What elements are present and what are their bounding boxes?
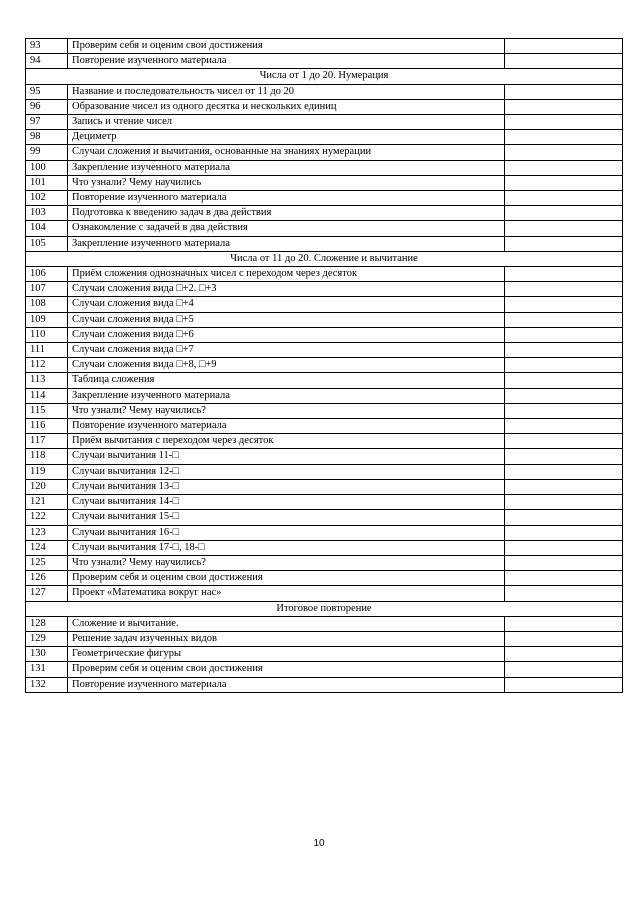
lesson-row (26, 312, 623, 327)
lesson-row (26, 175, 623, 190)
lesson-row (26, 495, 623, 510)
empty-cell (505, 84, 623, 99)
lesson-topic: Приём вычитания с переходом через десяток (68, 434, 505, 449)
empty-cell (505, 206, 623, 221)
empty-cell (505, 479, 623, 494)
lesson-topic: Случаи сложения вида □+8, □+9 (68, 358, 505, 373)
lesson-topic: Подготовка к введению задач в два действия (68, 206, 505, 221)
lesson-topic: Ознакомление с задачей в два действия (68, 221, 505, 236)
lesson-number: 125 (26, 555, 68, 570)
lesson-number: 106 (26, 267, 68, 282)
section-title: Числа от 1 до 20. Нумерация (26, 69, 623, 84)
lesson-number: 95 (26, 84, 68, 99)
empty-cell (505, 221, 623, 236)
lesson-number: 104 (26, 221, 68, 236)
lesson-row (26, 525, 623, 540)
lesson-topic: Случаи вычитания 13-□ (68, 479, 505, 494)
lesson-topic: Повторение изученного материала (68, 419, 505, 434)
lesson-plan-body (26, 39, 623, 693)
lesson-number: 122 (26, 510, 68, 525)
lesson-number: 130 (26, 647, 68, 662)
section-row (26, 251, 623, 266)
lesson-topic: Повторение изученного материала (68, 54, 505, 69)
lesson-row (26, 343, 623, 358)
empty-cell (505, 54, 623, 69)
lesson-row (26, 54, 623, 69)
lesson-topic: Геометрические фигуры (68, 647, 505, 662)
lesson-topic: Случаи сложения вида □+2. □+3 (68, 282, 505, 297)
empty-cell (505, 343, 623, 358)
lesson-number: 123 (26, 525, 68, 540)
lesson-topic: Случаи вычитания 17-□, 18-□ (68, 540, 505, 555)
empty-cell (505, 115, 623, 130)
lesson-row (26, 191, 623, 206)
lesson-number: 131 (26, 662, 68, 677)
lesson-row (26, 403, 623, 418)
lesson-number: 98 (26, 130, 68, 145)
empty-cell (505, 662, 623, 677)
page-number: 10 (313, 838, 325, 849)
empty-cell (505, 540, 623, 555)
lesson-number: 110 (26, 327, 68, 342)
lesson-topic: Закрепление изученного материала (68, 388, 505, 403)
lesson-number: 129 (26, 631, 68, 646)
empty-cell (505, 555, 623, 570)
lesson-topic: Что узнали? Чему научились? (68, 555, 505, 570)
lesson-topic: Проверим себя и оценим свои достижения (68, 39, 505, 54)
lesson-number: 119 (26, 464, 68, 479)
lesson-topic: Название и последовательность чисел от 11 до 20 (68, 84, 505, 99)
lesson-row (26, 540, 623, 555)
lesson-topic: Сложение и вычитание. (68, 616, 505, 631)
lesson-number: 116 (26, 419, 68, 434)
lesson-row (26, 236, 623, 251)
lesson-topic: Что узнали? Чему научились? (68, 403, 505, 418)
lesson-topic: Случаи сложения вида □+5 (68, 312, 505, 327)
lesson-number: 117 (26, 434, 68, 449)
lesson-topic: Запись и чтение чисел (68, 115, 505, 130)
lesson-number: 105 (26, 236, 68, 251)
lesson-row (26, 449, 623, 464)
lesson-row (26, 130, 623, 145)
lesson-number: 97 (26, 115, 68, 130)
empty-cell (505, 510, 623, 525)
lesson-topic: Дециметр (68, 130, 505, 145)
lesson-topic: Проверим себя и оценим свои достижения (68, 571, 505, 586)
empty-cell (505, 403, 623, 418)
empty-cell (505, 297, 623, 312)
empty-cell (505, 160, 623, 175)
lesson-row (26, 677, 623, 692)
lesson-topic: Случаи вычитания 12-□ (68, 464, 505, 479)
lesson-number: 124 (26, 540, 68, 555)
lesson-row (26, 388, 623, 403)
lesson-row (26, 479, 623, 494)
empty-cell (505, 373, 623, 388)
lesson-topic: Таблица сложения (68, 373, 505, 388)
lesson-row (26, 115, 623, 130)
empty-cell (505, 282, 623, 297)
empty-cell (505, 419, 623, 434)
lesson-number: 115 (26, 403, 68, 418)
lesson-number: 107 (26, 282, 68, 297)
lesson-number: 109 (26, 312, 68, 327)
lesson-row (26, 434, 623, 449)
lesson-row (26, 160, 623, 175)
empty-cell (505, 99, 623, 114)
lesson-topic: Случаи вычитания 15-□ (68, 510, 505, 525)
lesson-number: 111 (26, 343, 68, 358)
lesson-number: 96 (26, 99, 68, 114)
empty-cell (505, 388, 623, 403)
lesson-number: 132 (26, 677, 68, 692)
lesson-topic: Образование чисел из одного десятка и нескольких единиц (68, 99, 505, 114)
empty-cell (505, 449, 623, 464)
lesson-topic: Проект «Математика вокруг нас» (68, 586, 505, 601)
lesson-row (26, 327, 623, 342)
lesson-topic: Случаи сложения вида □+6 (68, 327, 505, 342)
lesson-number: 126 (26, 571, 68, 586)
empty-cell (505, 464, 623, 479)
lesson-topic: Приём сложения однозначных чисел с переходом через десяток (68, 267, 505, 282)
lesson-row (26, 510, 623, 525)
empty-cell (505, 327, 623, 342)
lesson-number: 120 (26, 479, 68, 494)
lesson-number: 114 (26, 388, 68, 403)
section-title: Числа от 11 до 20. Сложение и вычитание (26, 251, 623, 266)
lesson-topic: Случаи сложения вида □+7 (68, 343, 505, 358)
lesson-number: 103 (26, 206, 68, 221)
lesson-row (26, 221, 623, 236)
lesson-row (26, 586, 623, 601)
lesson-row (26, 39, 623, 54)
empty-cell (505, 586, 623, 601)
lesson-topic: Закрепление изученного материала (68, 160, 505, 175)
lesson-topic: Случаи сложения вида □+4 (68, 297, 505, 312)
empty-cell (505, 525, 623, 540)
lesson-row (26, 99, 623, 114)
lesson-topic: Случаи сложения и вычитания, основанные на знаниях нумерации (68, 145, 505, 160)
lesson-number: 93 (26, 39, 68, 54)
lesson-row (26, 555, 623, 570)
empty-cell (505, 647, 623, 662)
empty-cell (505, 631, 623, 646)
lesson-plan-table (25, 38, 623, 693)
lesson-number: 101 (26, 175, 68, 190)
lesson-number: 94 (26, 54, 68, 69)
lesson-number: 121 (26, 495, 68, 510)
lesson-row (26, 373, 623, 388)
empty-cell (505, 495, 623, 510)
lesson-topic: Случаи вычитания 11-□ (68, 449, 505, 464)
lesson-row (26, 358, 623, 373)
lesson-number: 118 (26, 449, 68, 464)
lesson-number: 102 (26, 191, 68, 206)
lesson-topic: Случаи вычитания 16-□ (68, 525, 505, 540)
lesson-row (26, 297, 623, 312)
section-title: Итоговое повторение (26, 601, 623, 616)
lesson-row (26, 282, 623, 297)
empty-cell (505, 616, 623, 631)
empty-cell (505, 145, 623, 160)
lesson-number: 99 (26, 145, 68, 160)
lesson-number: 127 (26, 586, 68, 601)
lesson-number: 108 (26, 297, 68, 312)
lesson-row (26, 616, 623, 631)
empty-cell (505, 175, 623, 190)
empty-cell (505, 358, 623, 373)
lesson-row (26, 631, 623, 646)
lesson-row (26, 267, 623, 282)
empty-cell (505, 39, 623, 54)
section-row (26, 69, 623, 84)
empty-cell (505, 434, 623, 449)
lesson-row (26, 419, 623, 434)
empty-cell (505, 236, 623, 251)
lesson-topic: Решение задач изученных видов (68, 631, 505, 646)
lesson-number: 113 (26, 373, 68, 388)
empty-cell (505, 130, 623, 145)
lesson-topic: Закрепление изученного материала (68, 236, 505, 251)
empty-cell (505, 312, 623, 327)
lesson-topic: Случаи вычитания 14-□ (68, 495, 505, 510)
lesson-topic: Что узнали? Чему научились (68, 175, 505, 190)
empty-cell (505, 571, 623, 586)
lesson-number: 100 (26, 160, 68, 175)
lesson-row (26, 662, 623, 677)
lesson-row (26, 84, 623, 99)
lesson-row (26, 145, 623, 160)
empty-cell (505, 267, 623, 282)
lesson-row (26, 647, 623, 662)
lesson-number: 112 (26, 358, 68, 373)
lesson-row (26, 206, 623, 221)
lesson-topic: Повторение изученного материала (68, 191, 505, 206)
lesson-number: 128 (26, 616, 68, 631)
lesson-row (26, 571, 623, 586)
section-row (26, 601, 623, 616)
empty-cell (505, 191, 623, 206)
lesson-topic: Проверим себя и оценим свои достижения (68, 662, 505, 677)
empty-cell (505, 677, 623, 692)
lesson-topic: Повторение изученного материала (68, 677, 505, 692)
lesson-row (26, 464, 623, 479)
